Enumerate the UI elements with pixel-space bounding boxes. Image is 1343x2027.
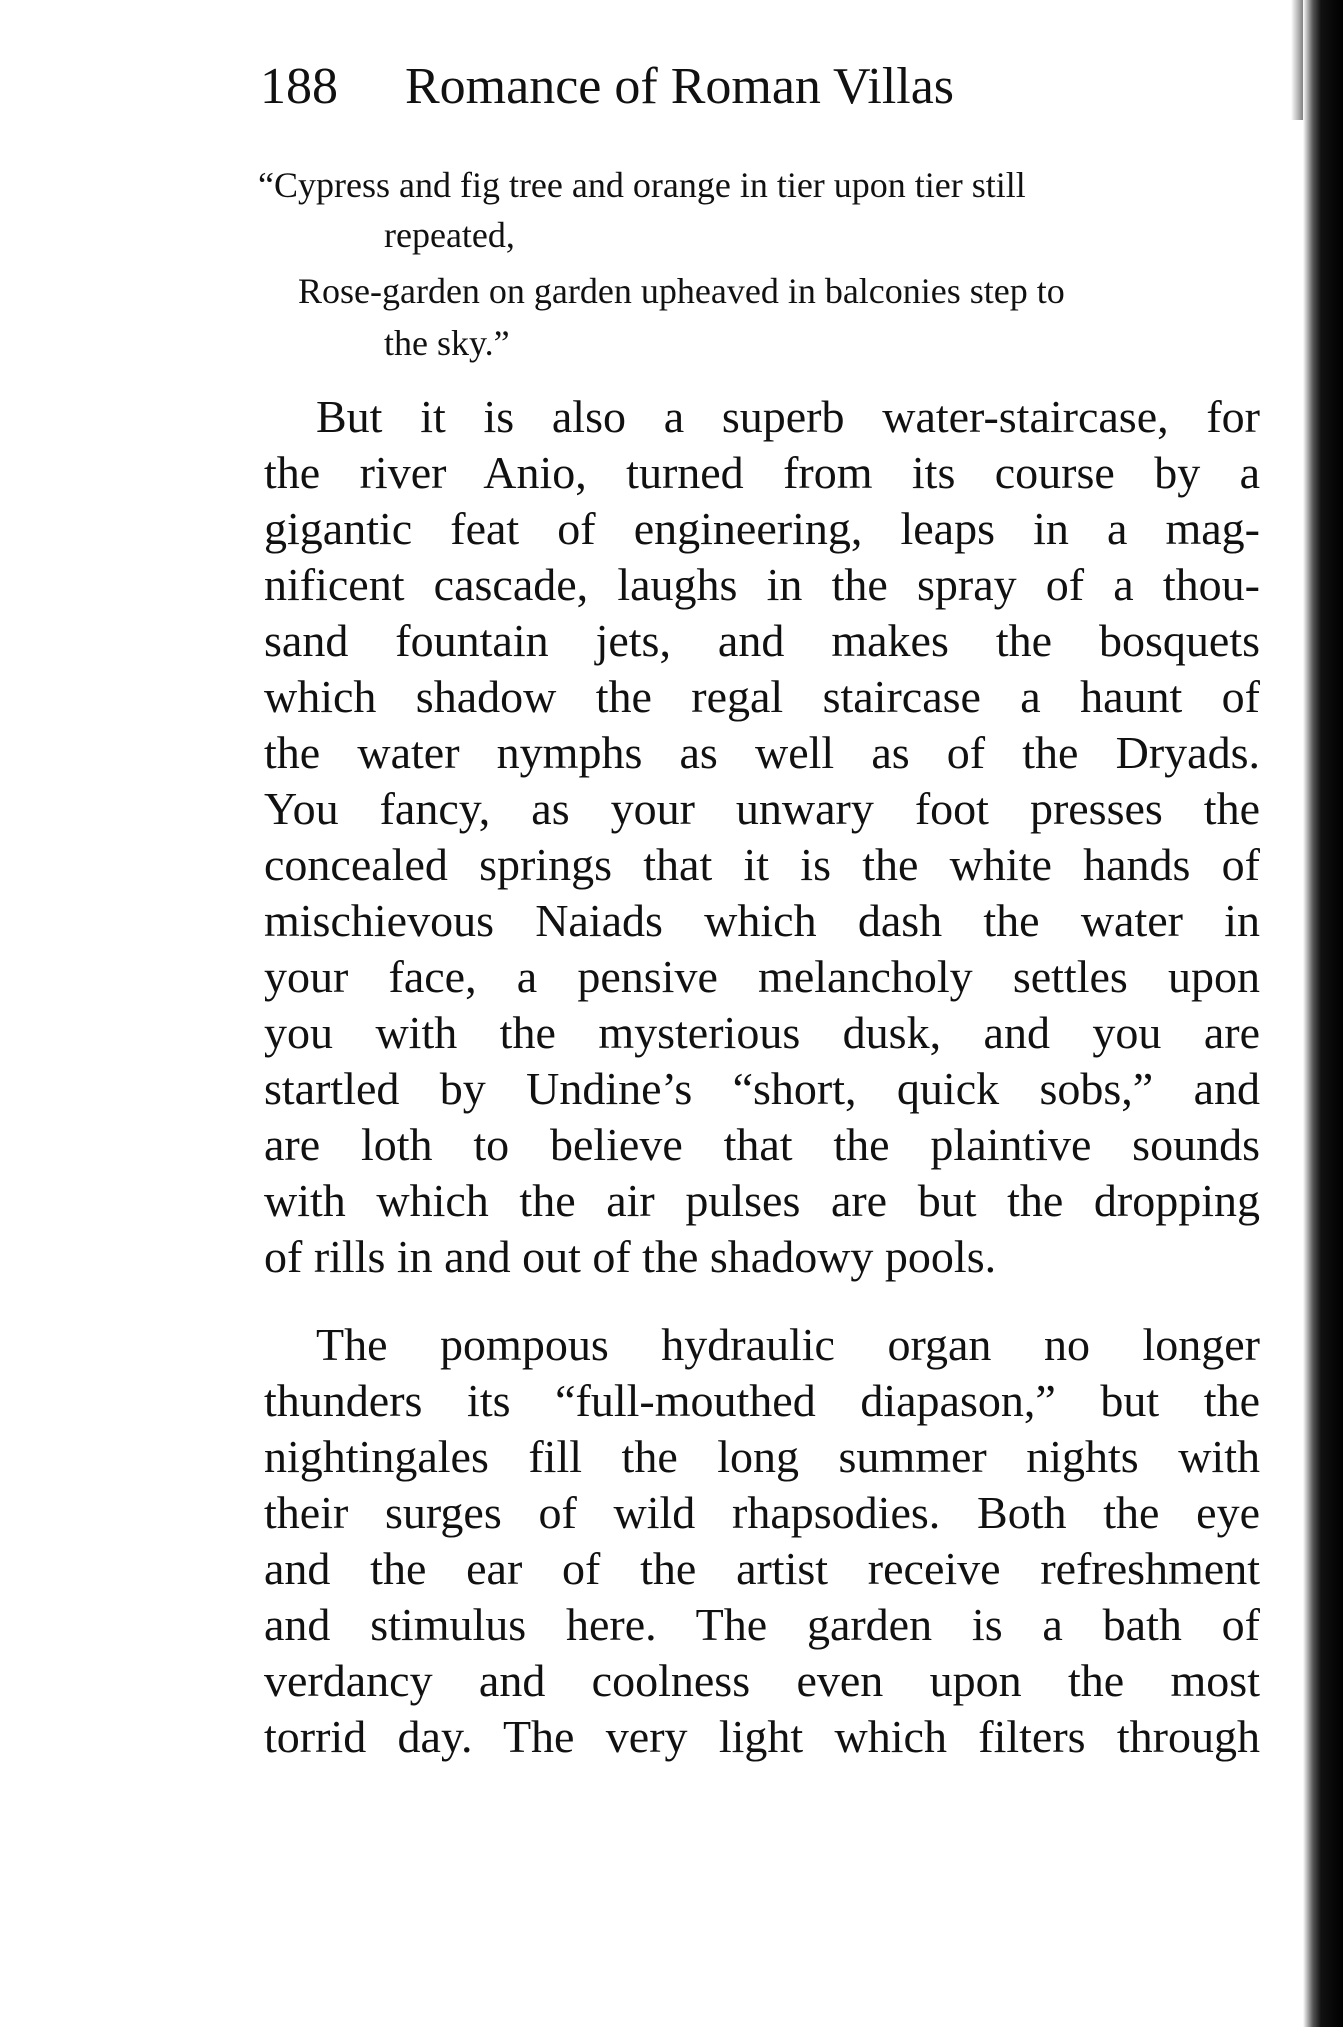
paragraph-line: thunders its “full-mouthed diapason,” but the: [264, 1375, 1260, 1426]
paragraph-line: your face, a pensive melancholy settles upon: [264, 951, 1260, 1002]
page-header: [260, 52, 1260, 122]
scan-binding-shadow: [1303, 0, 1343, 2027]
paragraph-line: which shadow the regal staircase a haunt of: [264, 671, 1260, 722]
paragraph-line: and the ear of the artist receive refreshment: [264, 1543, 1260, 1594]
paragraph-line: The pompous hydraulic organ no longer: [316, 1319, 1260, 1370]
page-number: 188: [260, 58, 338, 115]
quote-line: “Cypress and fig tree and orange in tier upon tier still: [258, 165, 1026, 205]
paragraph-line: you with the mysterious dusk, and you are: [264, 1007, 1260, 1058]
paragraph-line: are loth to believe that the plaintive sounds: [264, 1119, 1260, 1170]
paragraph-line: startled by Undine’s “short, quick sobs,” and: [264, 1063, 1260, 1114]
paragraph-line: nightingales fill the long summer nights with: [264, 1431, 1260, 1482]
paragraph-line: verdancy and coolness even upon the most: [264, 1655, 1260, 1706]
paragraph-line: the water nymphs as well as of the Dryads.: [264, 727, 1260, 778]
paragraph-line: But it is also a superb water-staircase, for: [316, 391, 1260, 442]
paragraph-line: nificent cascade, laughs in the spray of a thou-: [264, 559, 1260, 610]
paragraph-line: mischievous Naiads which dash the water in: [264, 895, 1260, 946]
paragraph-line: concealed springs that it is the white hands of: [264, 839, 1260, 890]
paragraph-line: with which the air pulses are but the dropping: [264, 1175, 1260, 1226]
paragraph-line: and stimulus here. The garden is a bath of: [264, 1599, 1260, 1650]
quote-line: Rose-garden on garden upheaved in balconies step to: [298, 271, 1065, 311]
paragraph-line: gigantic feat of engineering, leaps in a mag-: [264, 503, 1260, 554]
paragraph-line: of rills in and out of the shadowy pools.: [264, 1231, 997, 1282]
running-title: Romance of Roman Villas: [405, 58, 955, 115]
paragraph-line: You fancy, as your unwary foot presses the: [264, 783, 1260, 834]
paragraph-line: torrid day. The very light which filters through: [264, 1711, 1260, 1762]
quote-line: repeated,: [384, 215, 515, 255]
paragraph-line: sand fountain jets, and makes the bosquets: [264, 615, 1260, 666]
paragraph-line: their surges of wild rhapsodies. Both the eye: [264, 1487, 1260, 1538]
paragraph-line: the river Anio, turned from its course by a: [264, 447, 1260, 498]
quote-line: the sky.”: [384, 323, 510, 363]
